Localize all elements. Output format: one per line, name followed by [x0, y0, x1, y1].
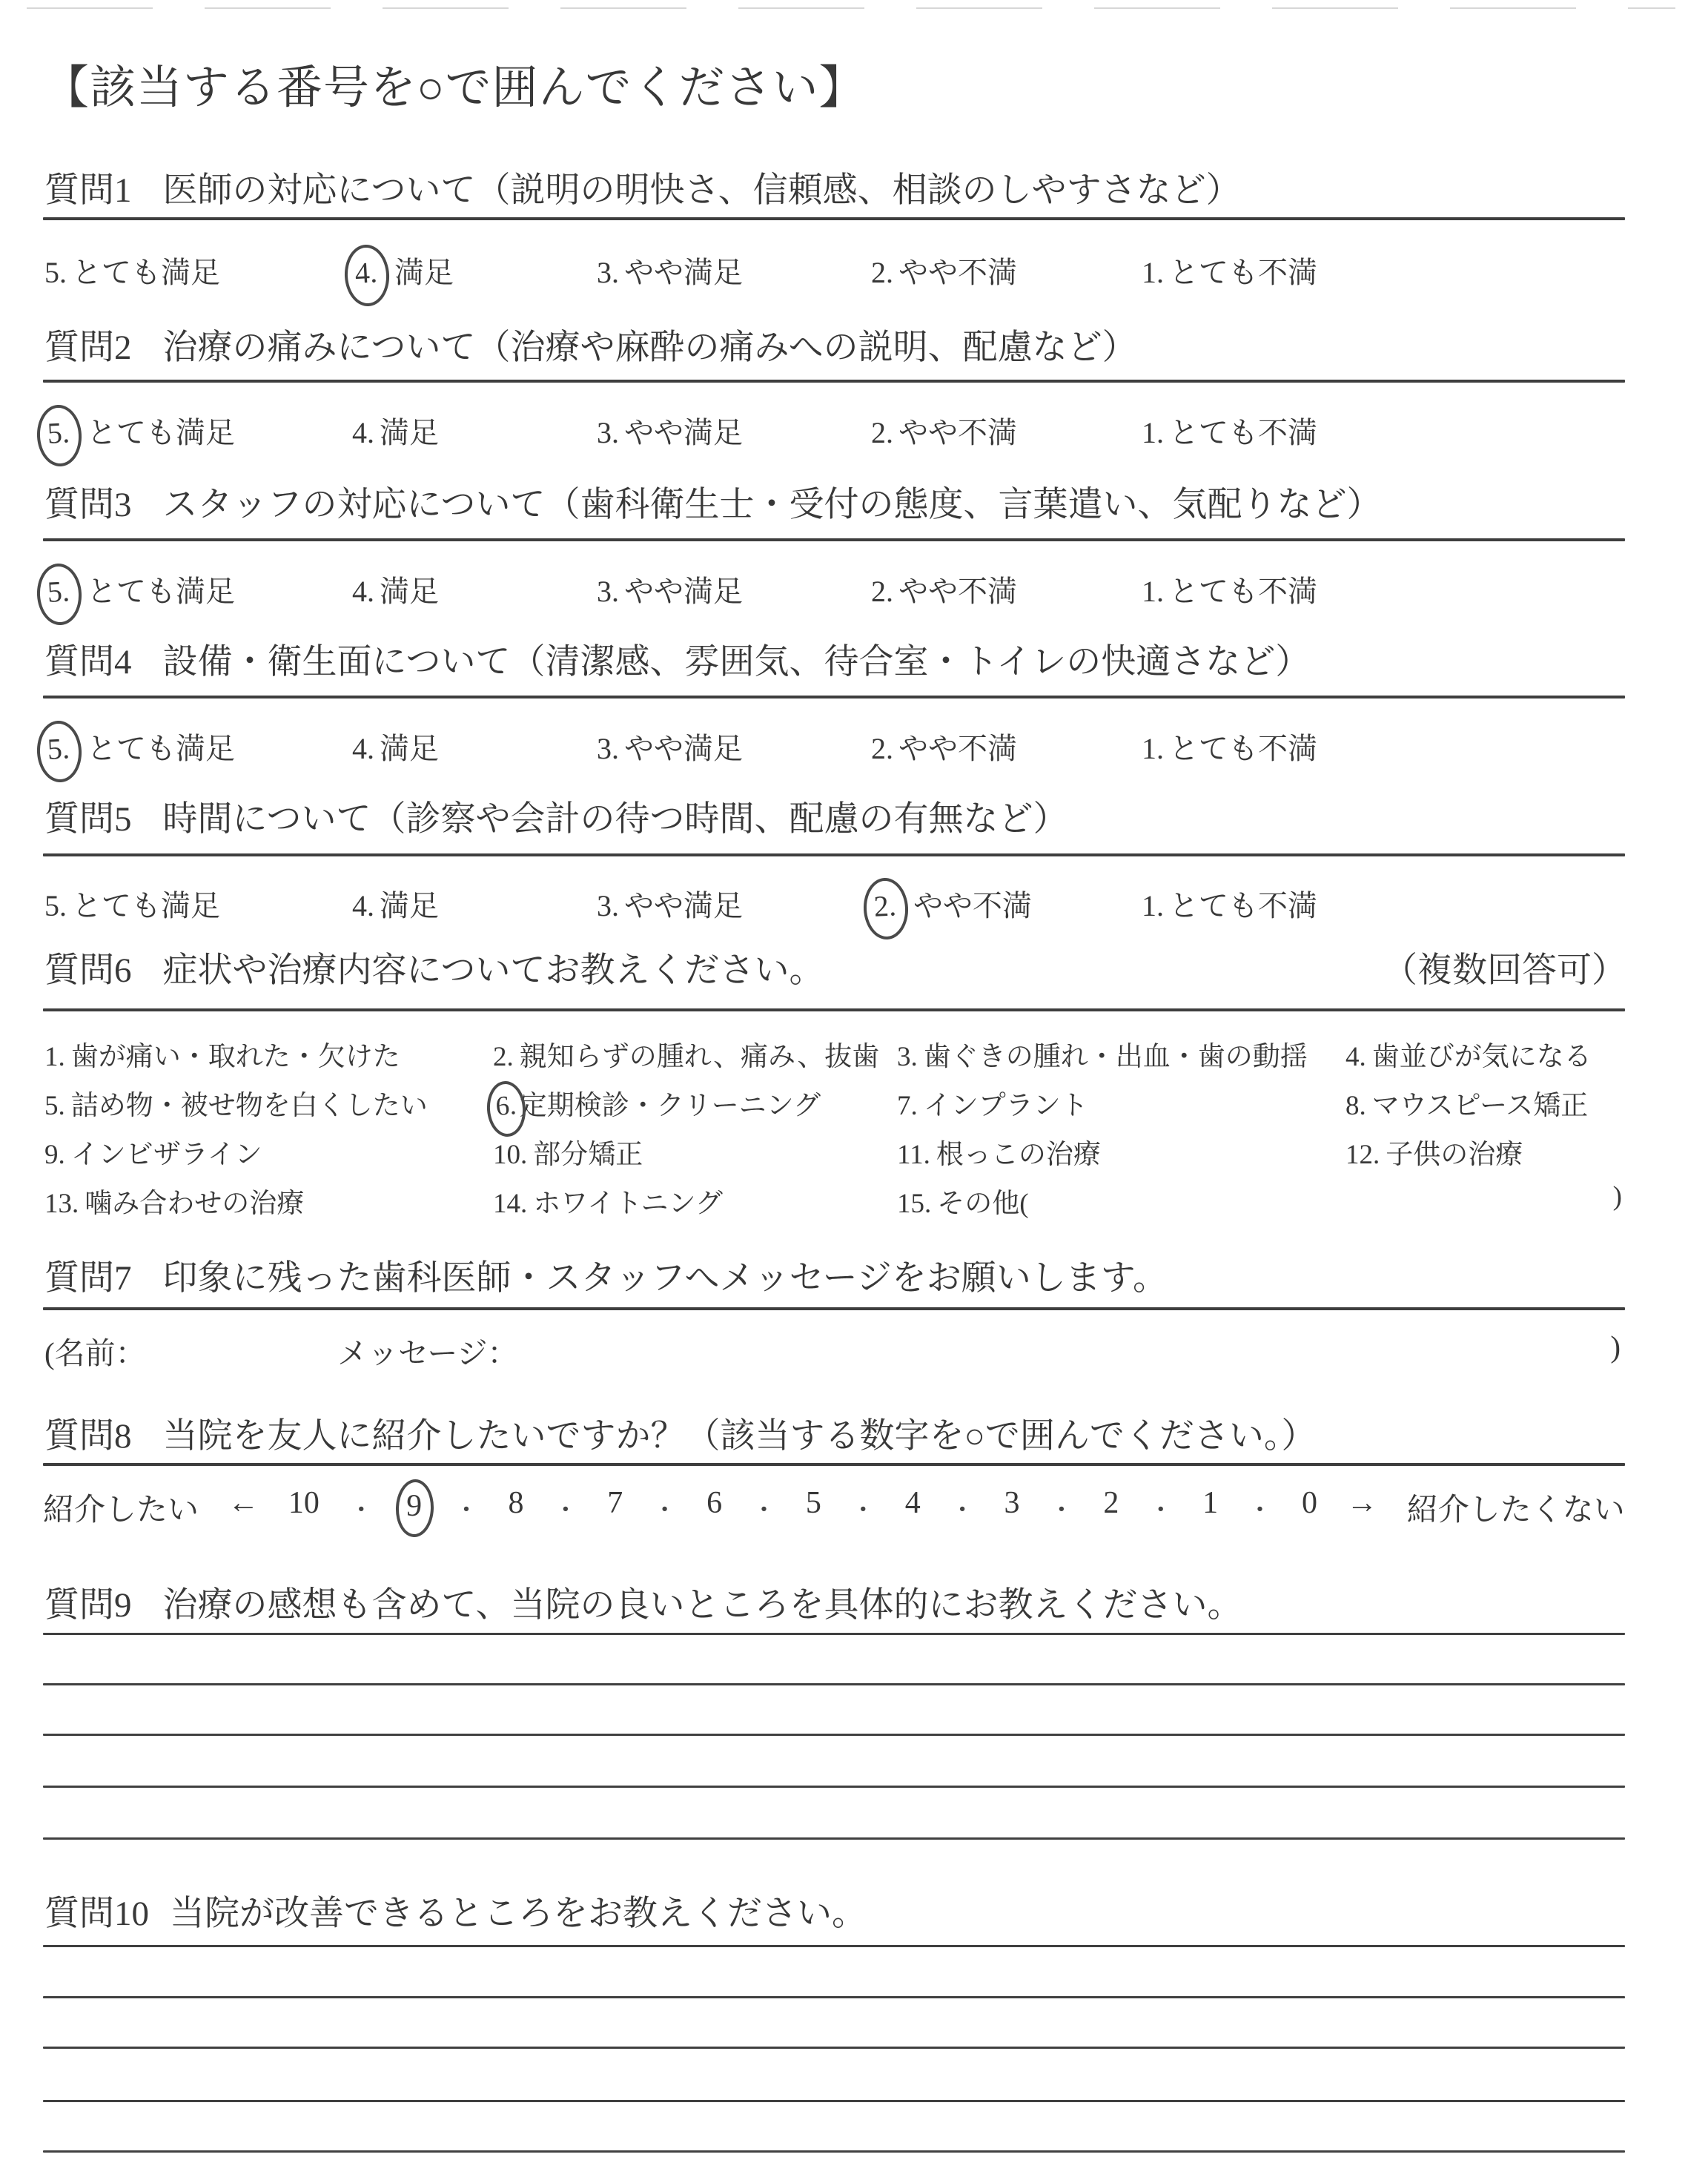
option-number: 5.	[44, 889, 67, 922]
scale-separator: ・	[1148, 1497, 1174, 1525]
scale-number: 4	[904, 1486, 921, 1520]
option-label: 満足	[380, 575, 439, 608]
option-number: 2.	[871, 256, 893, 289]
scale-number: 2	[1103, 1486, 1119, 1520]
item-label: ホワイトニング	[533, 1189, 723, 1219]
answer-line	[43, 1996, 1625, 1998]
item-number: 14.	[493, 1189, 528, 1219]
option-number: 1.	[1142, 416, 1164, 449]
option	[352, 568, 439, 610]
item-number: 9.	[44, 1140, 65, 1170]
item-label: 歯ぐきの腫れ・出血・歯の動揺	[923, 1042, 1308, 1072]
option-number: 1.	[1142, 256, 1164, 289]
item-label: インプラント	[923, 1091, 1088, 1121]
scale-separator: ・	[454, 1497, 480, 1525]
scale-number: 3	[1004, 1486, 1020, 1520]
item-label: 歯並びが気になる	[1371, 1042, 1592, 1072]
question-9-id: 質問9	[44, 1586, 132, 1625]
option-number: 4.	[352, 732, 374, 765]
question-1-id: 質問1	[44, 171, 132, 210]
option	[871, 249, 1017, 291]
item-number: 1.	[44, 1042, 65, 1072]
option-number: 4.	[343, 243, 391, 307]
option	[44, 725, 235, 769]
scale-number: 10	[288, 1486, 320, 1520]
option-number: 4.	[352, 575, 374, 608]
option-label: やや不満	[913, 889, 1032, 922]
option-number: 2.	[871, 575, 893, 608]
option	[597, 568, 743, 610]
treatment-item	[1345, 1034, 1592, 1074]
option-number: 5.	[44, 256, 67, 289]
option-number: 1.	[1142, 889, 1164, 922]
scale-number: 0	[1301, 1486, 1317, 1520]
option-number: 2.	[862, 876, 910, 940]
option-number: 3.	[597, 256, 619, 289]
treatment-item	[493, 1180, 723, 1221]
rule	[43, 1307, 1625, 1310]
treatment-item	[897, 1132, 1101, 1172]
option-number: 5.	[36, 562, 83, 626]
scale-separator: ・	[348, 1497, 374, 1525]
question-3-id: 質問3	[44, 486, 132, 524]
option-number: 5.	[36, 403, 83, 467]
treatment-item	[493, 1132, 643, 1172]
right-arrow-icon: →	[1346, 1486, 1378, 1520]
item-label: その他(	[937, 1189, 1029, 1219]
option	[44, 568, 235, 612]
item-number: 7.	[897, 1091, 918, 1121]
treatment-item	[493, 1083, 821, 1125]
question-10-topic: 当院が改善できるところをお教えください。	[170, 1895, 867, 1933]
rule	[43, 217, 1625, 220]
item-number: 10.	[493, 1140, 528, 1170]
question-2-header	[44, 326, 1626, 370]
rule	[43, 696, 1625, 698]
nps-scale	[43, 1485, 1625, 1559]
treatment-item	[493, 1034, 879, 1074]
option	[871, 409, 1017, 452]
form-title: 【該当する番号を○で囲んでください】	[43, 63, 866, 113]
option	[1142, 725, 1317, 767]
option	[352, 725, 439, 767]
question-1-header	[44, 169, 1626, 213]
option	[352, 249, 454, 293]
scale-number: 1	[1202, 1486, 1219, 1520]
treatment-item	[897, 1083, 1088, 1123]
option-label: やや不満	[898, 575, 1017, 608]
answer-line	[43, 1683, 1625, 1685]
scale-separator: ・	[652, 1497, 678, 1525]
option-number: 3.	[597, 889, 619, 922]
scale-separator: ・	[552, 1497, 578, 1525]
multi-answer-note: （複数回答可）	[1383, 951, 1626, 990]
option-number: 2.	[871, 732, 893, 765]
scale-separator: ・	[751, 1497, 777, 1525]
scale-number: 9	[394, 1479, 434, 1538]
question-8-id: 質問8	[44, 1417, 132, 1456]
option-label: とても満足	[87, 732, 235, 765]
question-9-header	[44, 1584, 1626, 1628]
option-number: 1.	[1142, 732, 1164, 765]
answer-line	[43, 2150, 1625, 2153]
question-6-header	[44, 949, 1626, 993]
close-paren: )	[1610, 1330, 1621, 1364]
option-label: とても不満	[1169, 416, 1317, 449]
option	[597, 409, 743, 452]
scan-artifact-line	[27, 7, 1675, 9]
question-3-options	[44, 561, 1626, 650]
other-close-paren: )	[1612, 1181, 1622, 1212]
treatment-item	[44, 1180, 304, 1221]
option-label: やや満足	[624, 575, 743, 608]
item-number: 15.	[897, 1189, 932, 1219]
question-9-topic: 治療の感想も含めて、当院の良いところを具体的にお教えください。	[162, 1586, 1242, 1625]
item-label: 親知らずの腫れ、痛み、抜歯	[519, 1042, 880, 1072]
question-4-id: 質問4	[44, 643, 132, 681]
item-number: 11.	[897, 1140, 930, 1170]
option-number: 3.	[597, 732, 619, 765]
item-label: 部分矯正	[533, 1140, 643, 1170]
treatment-item	[897, 1034, 1308, 1074]
question-2-id: 質問2	[44, 328, 132, 367]
item-label: マウスピース矯正	[1371, 1091, 1589, 1121]
option	[871, 725, 1017, 767]
option-number: 5.	[36, 719, 83, 783]
rule	[43, 1945, 1625, 1947]
option	[352, 882, 439, 925]
option-label: 満足	[380, 732, 439, 765]
option	[352, 409, 439, 452]
option	[597, 882, 743, 925]
option	[871, 882, 1032, 926]
question-3-header	[44, 483, 1626, 527]
question-4-options	[44, 718, 1626, 807]
item-row	[44, 1176, 1626, 1235]
question-1-topic: 医師の対応について（説明の明快さ、信頼感、相談のしやすさなど）	[162, 171, 1241, 210]
scale-number: 8	[508, 1486, 524, 1520]
option-label: とても不満	[1169, 256, 1317, 289]
item-label: 子供の治療	[1386, 1140, 1523, 1170]
question-4-header	[44, 641, 1626, 684]
question-10-id: 質問10	[44, 1895, 149, 1933]
option-label: とても満足	[72, 889, 220, 922]
rule	[43, 853, 1625, 856]
option	[1142, 249, 1317, 291]
option-label: とても不満	[1169, 732, 1317, 765]
item-number: 5.	[44, 1091, 65, 1121]
scale-separator: ・	[850, 1497, 876, 1525]
option	[44, 882, 220, 925]
answer-line	[43, 1786, 1625, 1788]
option-label: とても満足	[87, 575, 235, 608]
answer-line	[43, 1734, 1625, 1736]
option-label: とても満足	[72, 256, 220, 289]
treatment-item	[44, 1083, 428, 1123]
left-arrow-icon: ←	[228, 1486, 259, 1520]
scale-number: 6	[706, 1486, 723, 1520]
question-2-topic: 治療の痛みについて（治療や麻酔の痛みへの説明、配慮など）	[162, 328, 1137, 367]
option-number: 2.	[871, 416, 893, 449]
item-label: 噛み合わせの治療	[85, 1189, 305, 1219]
question-7-fields	[44, 1324, 1625, 1384]
item-label: 定期検診・クリーニング	[519, 1091, 821, 1121]
rule	[43, 1008, 1625, 1011]
rule	[43, 538, 1625, 541]
option-label: とても不満	[1169, 575, 1317, 608]
treatment-item	[44, 1132, 262, 1172]
option-label: やや不満	[898, 256, 1017, 289]
message-field-label: メッセージ：	[337, 1336, 518, 1370]
answer-line	[43, 2100, 1625, 2102]
option-label: やや満足	[624, 732, 743, 765]
answer-line	[43, 1837, 1625, 1840]
scale-separator: ・	[1247, 1497, 1273, 1525]
question-7-topic: 印象に残った歯科医師・スタッフへメッセージをお願いします。	[162, 1259, 1168, 1298]
option-number: 4.	[352, 416, 374, 449]
option-number: 4.	[352, 889, 374, 922]
question-7-id: 質問7	[44, 1259, 132, 1298]
option-number: 3.	[597, 575, 619, 608]
item-number: 13.	[44, 1189, 79, 1219]
treatment-item	[1345, 1132, 1523, 1172]
option-number: 1.	[1142, 575, 1164, 608]
option	[44, 409, 235, 453]
name-field-label: (名前：	[44, 1336, 146, 1370]
rule	[43, 380, 1625, 383]
answer-line	[43, 2047, 1625, 2049]
scale-separator: ・	[1048, 1497, 1074, 1525]
option-label: 満足	[380, 416, 439, 449]
question-3-topic: スタッフの対応について（歯科衛生士・受付の態度、言葉遣い、気配りなど）	[162, 486, 1382, 524]
option	[44, 249, 220, 291]
question-4-topic: 設備・衛生面について（清潔感、雰囲気、待合室・トイレの快適さなど）	[162, 643, 1311, 681]
question-5-header	[44, 798, 1626, 842]
item-label: 歯が痛い・取れた・欠けた	[70, 1042, 400, 1072]
option	[871, 568, 1017, 610]
option-label: とても不満	[1169, 889, 1317, 922]
item-number: 12.	[1345, 1140, 1380, 1170]
question-6-topic: 症状や治療内容についてお教えください。	[162, 951, 824, 990]
option-label: とても満足	[87, 416, 235, 449]
question-8-topic: 当院を友人に紹介したいですか？（該当する数字を○で囲んでください。）	[162, 1417, 1317, 1456]
question-7-header	[44, 1257, 1626, 1301]
question-6-id: 質問6	[44, 951, 132, 990]
scale-number: 5	[805, 1486, 821, 1520]
item-number: 3.	[897, 1042, 918, 1072]
item-label: インビザライン	[70, 1140, 262, 1170]
option	[1142, 568, 1317, 610]
item-number: 8.	[1345, 1091, 1366, 1121]
treatment-item	[44, 1034, 400, 1074]
option-label: やや満足	[624, 416, 743, 449]
option-label: やや満足	[624, 889, 743, 922]
item-label: 根っこの治療	[936, 1140, 1101, 1170]
question-5-topic: 時間について（診察や会計の待つ時間、配慮の有無など）	[162, 800, 1068, 839]
option-label: 満足	[394, 256, 454, 289]
treatment-item	[1345, 1083, 1588, 1123]
option-label: やや不満	[898, 732, 1017, 765]
treatment-item	[897, 1180, 1029, 1221]
question-10-header	[44, 1892, 1626, 1936]
item-number: 2.	[493, 1042, 514, 1072]
question-5-id: 質問5	[44, 800, 132, 839]
option-number: 3.	[597, 416, 619, 449]
scale-number: 7	[607, 1486, 623, 1520]
option	[1142, 409, 1317, 452]
option	[597, 249, 743, 291]
item-number: 6.	[485, 1080, 527, 1137]
option-label: やや不満	[898, 416, 1017, 449]
scale-separator: ・	[950, 1497, 976, 1525]
item-number: 4.	[1345, 1042, 1366, 1072]
option	[1142, 882, 1317, 925]
question-2-options	[44, 402, 1626, 491]
question-1-options	[44, 242, 1626, 331]
question-8-header	[44, 1415, 1626, 1459]
option	[597, 725, 743, 767]
scale-right-label: 紹介したくない	[1406, 1493, 1625, 1527]
option-label: 満足	[380, 889, 439, 922]
rule	[43, 1463, 1625, 1466]
option-label: やや満足	[624, 256, 743, 289]
rule	[43, 1633, 1625, 1635]
scale-left-label: 紹介したい	[43, 1493, 199, 1527]
item-label: 詰め物・被せ物を白くしたい	[70, 1091, 428, 1121]
